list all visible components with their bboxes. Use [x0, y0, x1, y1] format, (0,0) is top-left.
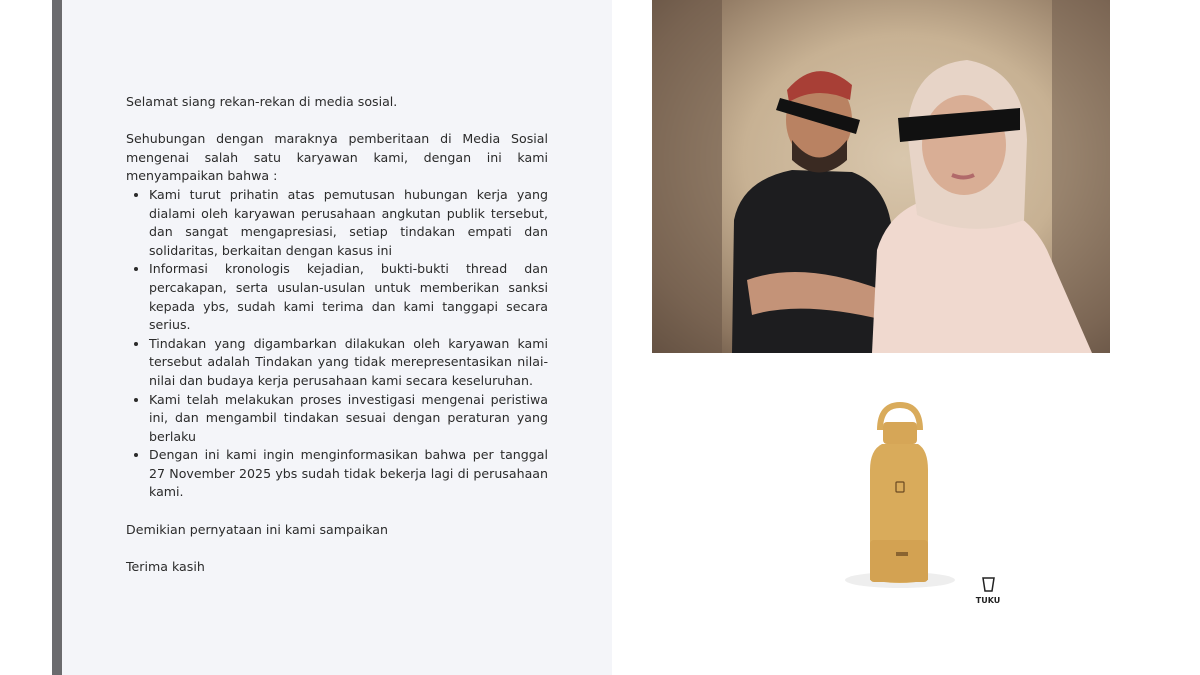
intro-paragraph: Sehubungan dengan maraknya pemberitaan di Media Sosial mengenai salah satu karyawan kami, dengan ini kami menyampaikan bahwa :	[126, 131, 548, 184]
point-item: • Kami telah melakukan proses investigasi mengenai peristiwa ini, dan mengambil tindakan sesuai dengan peraturan yang berlaku	[149, 391, 548, 447]
greeting: Selamat siang rekan-rekan di media sosial.	[126, 94, 398, 109]
tuku-bottle-image	[820, 400, 1020, 620]
bottle-icon	[820, 400, 1020, 620]
tuku-logo-icon	[983, 578, 994, 591]
point-item: • Tindakan yang digambarkan dilakukan oleh karyawan kami tersebut adalah Tindakan yang tidak merepresentasikan nilai-nilai dan budaya kerja perusahaan kami secara keseluruhan.	[149, 335, 548, 391]
svg-text:TUKU: TUKU	[975, 596, 1001, 605]
thanks: Terima kasih	[126, 558, 205, 574]
point-item: • Informasi kronologis kejadian, bukti-bukti thread dan percakapan, serta usulan-usulan untuk memberikan sanksi kepada ybs, sudah kami terima dan kami tanggapi secara serius.	[149, 260, 548, 334]
closing: Demikian pernyataan ini kami sampaikan	[126, 521, 388, 537]
point-item: • Kami turut prihatin atas pemutusan hubungan kerja yang dialami oleh karyawan perusahaan angkutan publik tersebut, dan sangat mengapresiasi, setiap tindakan empati dan solidaritas, berkaitan dengan kasus ini	[149, 186, 548, 260]
left-border-bar	[52, 0, 62, 675]
statement-points	[126, 186, 548, 502]
man-shirt	[732, 170, 894, 353]
statement-text	[126, 93, 548, 595]
couple-photo-illustration	[652, 0, 1110, 353]
couple-photo	[652, 0, 1110, 353]
point-item: • Dengan ini kami ingin menginformasikan bahwa per tanggal 27 November 2025 ybs sudah tidak bekerja lagi di perusahaan kami.	[149, 446, 548, 502]
